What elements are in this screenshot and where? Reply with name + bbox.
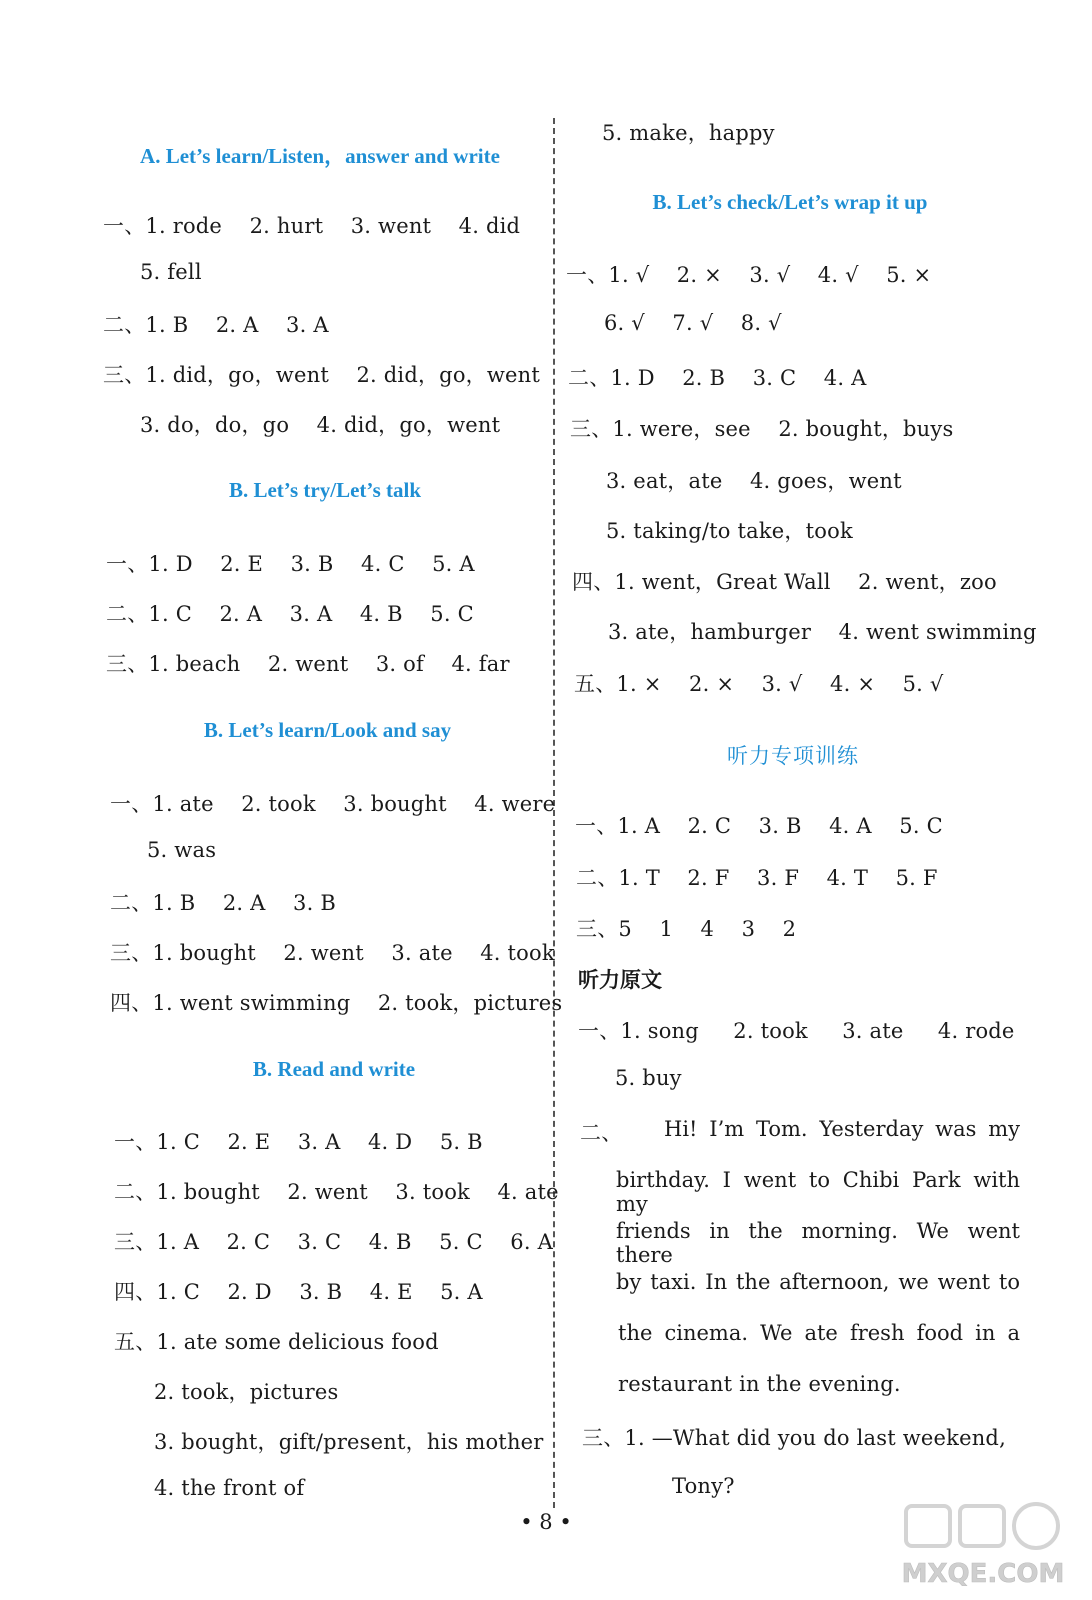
page-number: • 8 •	[520, 1510, 572, 1534]
transcript-line: by taxi. In the afternoon, we went to	[616, 1270, 1020, 1294]
answer-line: 3. bought，gift/present，his mother	[154, 1430, 544, 1454]
answer-line: 一、1. A 2. C 3. B 4. A 5. C	[575, 814, 943, 838]
answer-line: 三、1. beach 2. went 3. of 4. far	[106, 652, 510, 676]
section-heading: B. Let’s try/Let’s talk	[228, 478, 422, 502]
answer-line: 三、1. —What did you do last weekend,	[582, 1426, 1006, 1450]
answer-line: 一、1. D 2. E 3. B 4. C 5. A	[106, 552, 475, 576]
answer-line: 三、1. did，go，went 2. did，go，went	[103, 363, 541, 387]
watermark-text: MXQE.COM	[901, 1559, 1065, 1589]
section-heading: 听力专项训练	[727, 744, 859, 768]
answer-line: 二、1. B 2. A 3. B	[110, 891, 336, 915]
answer-line: 5. fell	[140, 260, 202, 284]
answer-line: 二、1. D 2. B 3. C 4. A	[568, 366, 867, 390]
answer-line: 三、1. bought 2. went 3. ate 4. took	[110, 941, 555, 965]
answer-line: 一、1. rode 2. hurt 3. went 4. did	[103, 214, 521, 238]
answer-line: 三、1. were，see 2. bought，buys	[570, 417, 954, 441]
answer-line: 2. took，pictures	[154, 1380, 339, 1404]
section-heading: B. Read and write	[252, 1057, 416, 1081]
transcript-line: restaurant in the evening.	[618, 1372, 901, 1396]
section-heading: A. Let’s learn/Listen，answer and write	[140, 144, 500, 168]
answer-line: 三、5 1 4 3 2	[576, 917, 797, 941]
answer-line: 四、1. went swimming 2. took，pictures	[110, 991, 563, 1015]
answer-line: 五、1. × 2. × 3. √ 4. × 5. √	[574, 672, 944, 696]
answer-line: 二、1. C 2. A 3. A 4. B 5. C	[106, 602, 474, 626]
answer-line: 5. taking/to take，took	[606, 519, 853, 543]
answer-line: 5. was	[147, 838, 217, 862]
section-heading: B. Let’s learn/Look and say	[203, 718, 452, 742]
transcript-line: friends in the morning. We went there	[616, 1219, 1020, 1267]
watermark-icon	[898, 1500, 1068, 1592]
answer-line: Tony?	[672, 1474, 735, 1498]
answer-line: 4. the front of	[154, 1476, 305, 1500]
watermark-logo	[898, 1500, 1068, 1592]
answer-line: 二、1. T 2. F 3. F 4. T 5. F	[576, 866, 938, 890]
answer-line: 3. ate，hamburger 4. went swimming	[608, 620, 1037, 644]
answer-line: 一、1. C 2. E 3. A 4. D 5. B	[114, 1130, 483, 1154]
transcript-line: birthday. I went to Chibi Park with my	[616, 1168, 1020, 1216]
answer-line: 四、1. went，Great Wall 2. went，zoo	[572, 570, 997, 594]
listening-text-label: 听力原文	[578, 968, 662, 992]
answer-line: 一、1. √ 2. × 3. √ 4. √ 5. ×	[566, 263, 932, 287]
answer-line: 五、1. ate some delicious food	[114, 1330, 439, 1354]
question-number: 二、	[580, 1121, 623, 1145]
section-heading: B. Let’s check/Let’s wrap it up	[652, 190, 928, 214]
transcript-line: Hi! I’m Tom. Yesterday was my	[664, 1117, 1020, 1141]
answer-line: 一、1. song 2. took 3. ate 4. rode	[578, 1019, 1015, 1043]
answer-line: 5. buy	[615, 1066, 682, 1090]
answer-line: 三、1. A 2. C 3. C 4. B 5. C 6. A	[114, 1230, 553, 1254]
answer-line: 3. do，do，go 4. did，go，went	[140, 413, 501, 437]
answer-line: 四、1. C 2. D 3. B 4. E 5. A	[114, 1280, 483, 1304]
transcript-line: the cinema. We ate fresh food in a	[618, 1321, 1020, 1345]
answer-line: 二、1. bought 2. went 3. took 4. ate	[114, 1180, 559, 1204]
answer-line: 5. make，happy	[602, 121, 775, 145]
answer-line: 二、1. B 2. A 3. A	[103, 313, 329, 337]
answer-line: 6. √ 7. √ 8. √	[604, 311, 782, 335]
answer-line: 一、1. ate 2. took 3. bought 4. were	[110, 792, 556, 816]
answer-line: 3. eat，ate 4. goes，went	[606, 469, 902, 493]
